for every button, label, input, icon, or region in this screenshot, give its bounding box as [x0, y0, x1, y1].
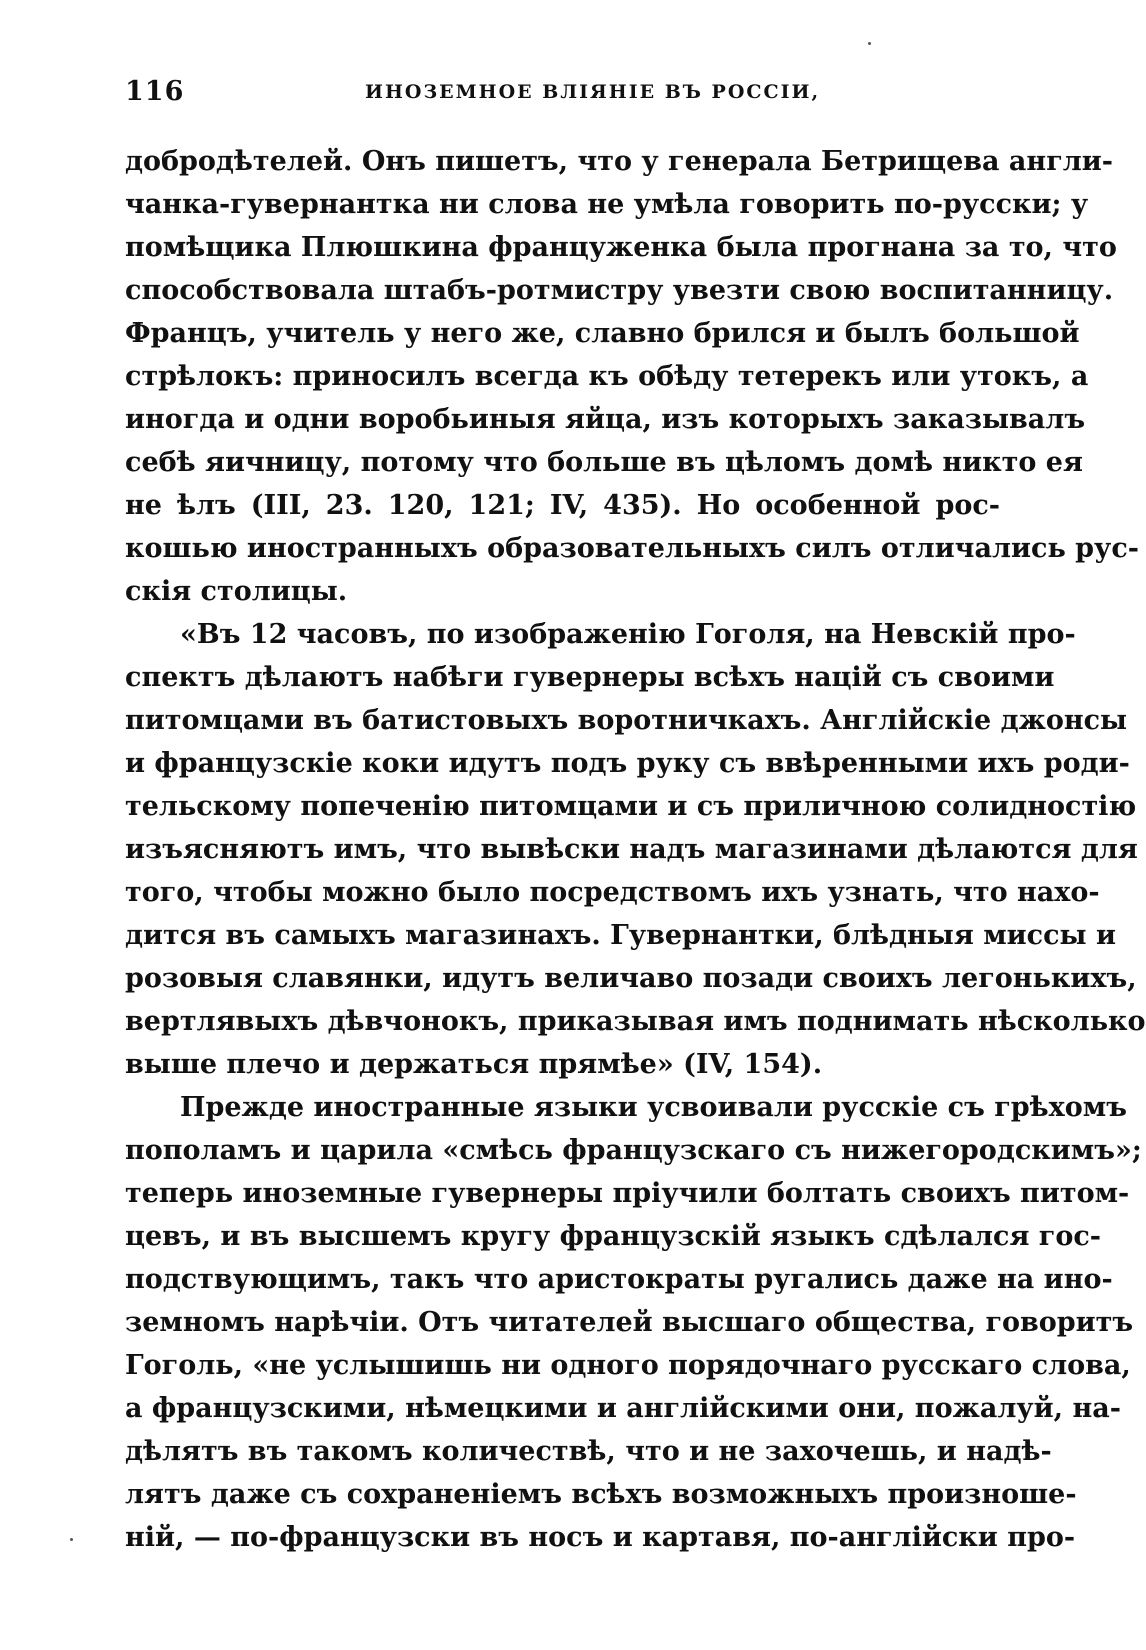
- text-line: дѣлятъ въ такомъ количествѣ, что и не захочешь, и надѣ-: [125, 1436, 1052, 1467]
- text-line: Францъ, учитель у него же, славно брился и былъ большой: [125, 318, 1080, 349]
- text-line: не ѣлъ (III, 23. 120, 121; IV, 435). Но особенной рос-: [125, 490, 1000, 521]
- text-line: того, чтобы можно было посредствомъ ихъ узнать, что нахо-: [125, 877, 1100, 908]
- ink-speck: [70, 1538, 73, 1541]
- text-line: способствовала штабъ-ротмистру увезти свою воспитанницу.: [125, 275, 1114, 306]
- text-line: изъясняютъ имъ, что вывѣски надъ магазинами дѣлаются для: [125, 834, 1138, 865]
- text-line: теперь иноземные гувернеры пріучили болтать своихъ питом-: [125, 1178, 1130, 1209]
- paragraph-3: [125, 1086, 1142, 1559]
- text-line: дится въ самыхъ магазинахъ. Гувернантки, блѣдныя миссы и: [125, 920, 1117, 951]
- text-line: цевъ, и въ высшемъ кругу французскій языкъ сдѣлался гос-: [125, 1221, 1102, 1252]
- text-line: Прежде иностранные языки усвоивали русскіе съ грѣхомъ: [180, 1092, 1127, 1123]
- text-line: выше плечо и держаться прямѣе» (IV, 154).: [125, 1049, 823, 1080]
- page-header: [125, 76, 1000, 116]
- running-title: ИНОЗЕМНОЕ ВЛІЯНІЕ ВЪ РОССІИ,: [365, 81, 821, 103]
- paragraph-2: [125, 613, 1146, 1086]
- paragraph-1: [125, 140, 1139, 613]
- text-line: кошью иностранныхъ образовательныхъ силъ отличались рус-: [125, 533, 1139, 564]
- text-line: питомцами въ батистовыхъ воротничкахъ. Англійскіе джонсы: [125, 705, 1128, 736]
- text-line: лятъ даже съ сохраненіемъ всѣхъ возможныхъ произноше-: [125, 1479, 1077, 1510]
- text-line: чанка-гувернантка ни слова не умѣла говорить по-русски; у: [125, 189, 1089, 220]
- text-line: «Въ 12 часовъ, по изображенію Гоголя, на Невскій про-: [180, 619, 1076, 650]
- text-line: помѣщика Плюшкина француженка была прогнана за то, что: [125, 232, 1117, 263]
- text-line: и французскіе коки идутъ подъ руку съ ввѣренными ихъ роди-: [125, 748, 1130, 779]
- text-line: спектъ дѣлаютъ набѣги гувернеры всѣхъ націй съ своими: [125, 662, 1055, 693]
- text-line: добродѣтелей. Онъ пишетъ, что у генерала Бетрищева англи-: [125, 146, 1114, 177]
- text-line: себѣ яичницу, потому что больше въ цѣломъ домѣ никто ея: [125, 447, 1083, 478]
- ink-speck: [868, 42, 871, 45]
- text-line: розовыя славянки, идутъ величаво позади своихъ легонькихъ,: [125, 963, 1137, 994]
- text-line: тельскому попеченію питомцами и съ приличною солидностію: [125, 791, 1137, 822]
- body-text: [125, 140, 1146, 1559]
- text-line: иногда и одни воробьиныя яйца, изъ которыхъ заказывалъ: [125, 404, 1086, 435]
- text-line: Гоголь, «не услышишь ни одного порядочнаго русскаго слова,: [125, 1350, 1131, 1381]
- text-line: вертлявыхъ дѣвчонокъ, приказывая имъ поднимать нѣсколько: [125, 1006, 1146, 1037]
- text-line: скія столицы.: [125, 576, 348, 607]
- text-line: подствующимъ, такъ что аристократы ругались даже на ино-: [125, 1264, 1113, 1295]
- page-number: 116: [125, 76, 185, 107]
- text-line: ній, — по-французски въ носъ и картавя, по-англійски про-: [125, 1522, 1076, 1553]
- text-line: а французскими, нѣмецкими и англійскими они, пожалуй, на-: [125, 1393, 1121, 1424]
- text-line: земномъ нарѣчіи. Отъ читателей высшаго общества, говоритъ: [125, 1307, 1134, 1338]
- text-line: пополамъ и царила «смѣсь французскаго съ нижегородскимъ»;: [125, 1135, 1142, 1166]
- text-line: стрѣлокъ: приносилъ всегда къ обѣду тетерекъ или утокъ, а: [125, 361, 1089, 392]
